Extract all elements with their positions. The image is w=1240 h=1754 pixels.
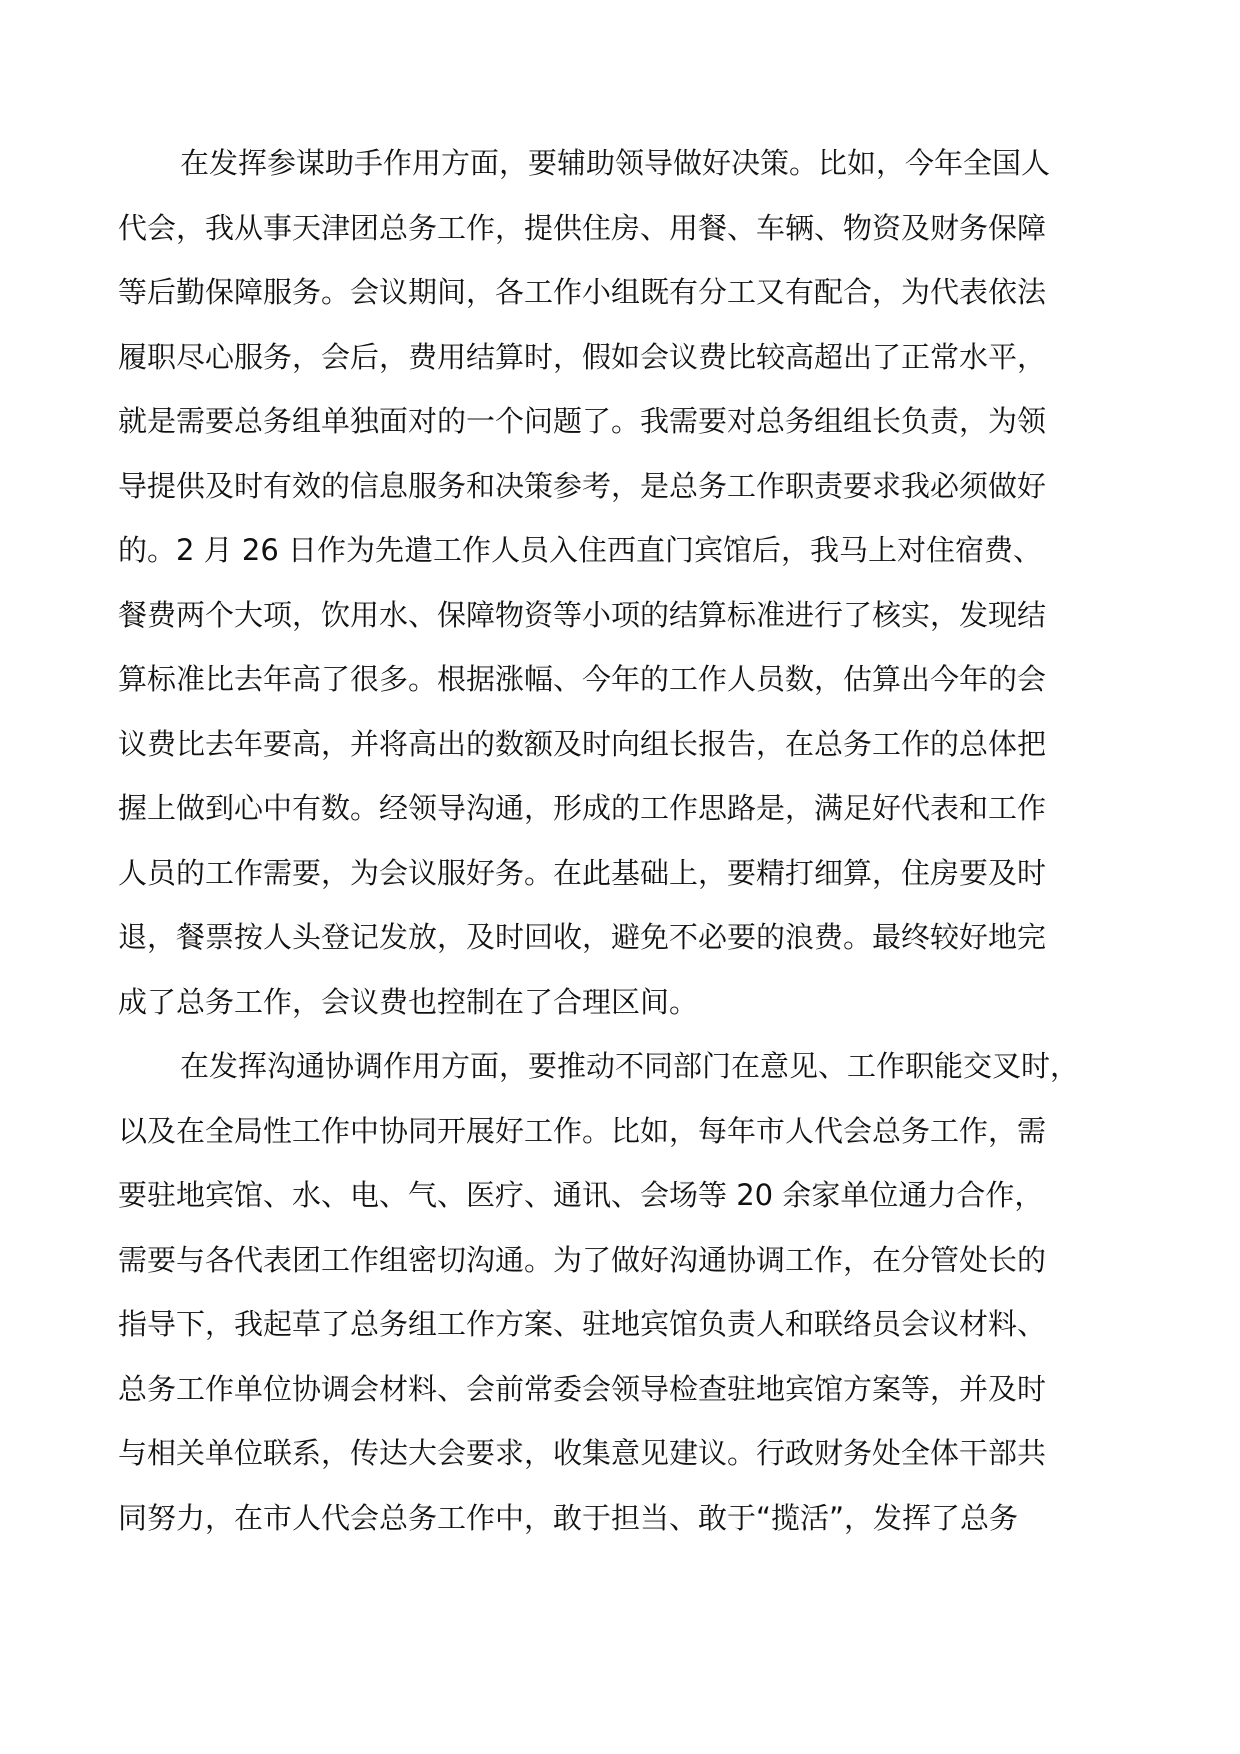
body-text <box>118 131 1148 1550</box>
paragraph-1-line: 在发挥参谋助手作用方面，要辅助领导做好决策。比如，今年全国人 <box>180 146 1051 180</box>
paragraph-1-line: 退，餐票按人头登记发放，及时回收，避免不必要的浪费。最终较好地完 <box>118 920 1047 954</box>
paragraph-1-line: 握上做到心中有数。经领导沟通，形成的工作思路是，满足好代表和工作 <box>118 791 1047 825</box>
paragraph-1-line: 等后勤保障服务。会议期间，各工作小组既有分工又有配合，为代表依法 <box>118 275 1047 309</box>
paragraph-1-line: 履职尽心服务，会后，费用结算时，假如会议费比较高超出了正常水平， <box>118 339 1047 374</box>
paragraph-2-line: 指导下，我起草了总务组工作方案、驻地宾馆负责人和联络员会议材料、 <box>118 1307 1047 1341</box>
paragraph-2-line: 在发挥沟通协调作用方面，要推动不同部门在意见、工作职能交叉时， <box>180 1049 1080 1083</box>
paragraph-2-line: 同努力，在市人代会总务工作中，敢于担当、敢于“揽活”，发挥了总务 <box>118 1500 1019 1535</box>
paragraph-1-line: 的。2 月 26 日作为先遣工作人员入住西直门宾馆后，我马上对住宿费、 <box>118 533 1043 567</box>
paragraph-2-line: 总务工作单位协调会材料、会前常委会领导检查驻地宾馆方案等，并及时 <box>118 1371 1047 1406</box>
paragraph-1-line: 就是需要总务组单独面对的一个问题了。我需要对总务组组长负责，为领 <box>118 404 1047 438</box>
paragraph-1-line: 餐费两个大项，饮用水、保障物资等小项的结算标准进行了核实，发现结 <box>118 597 1047 632</box>
paragraph-1-line: 议费比去年要高，并将高出的数额及时向组长报告，在总务工作的总体把 <box>118 726 1047 761</box>
paragraph-2-line: 需要与各代表团工作组密切沟通。为了做好沟通协调工作，在分管处长的 <box>118 1242 1047 1277</box>
paragraph-1-line: 导提供及时有效的信息服务和决策参考，是总务工作职责要求我必须做好 <box>118 468 1047 503</box>
paragraph-1-line: 算标准比去年高了很多。根据涨幅、今年的工作人员数，估算出今年的会 <box>118 662 1047 696</box>
paragraph-2-line: 与相关单位联系，传达大会要求，收集意见建议。行政财务处全体干部共 <box>118 1436 1047 1470</box>
paragraph-1-line: 成了总务工作，会议费也控制在了合理区间。 <box>118 984 699 1019</box>
paragraph-2-line: 以及在全局性工作中协同开展好工作。比如，每年市人代会总务工作，需 <box>118 1113 1047 1148</box>
paragraph-1-line: 代会，我从事天津团总务工作，提供住房、用餐、车辆、物资及财务保障 <box>118 210 1047 245</box>
paragraph-2-line: 要驻地宾馆、水、电、气、医疗、通讯、会场等 20 余家单位通力合作， <box>118 1178 1044 1212</box>
paragraph-1-line: 人员的工作需要，为会议服好务。在此基础上，要精打细算，住房要及时 <box>118 855 1047 890</box>
